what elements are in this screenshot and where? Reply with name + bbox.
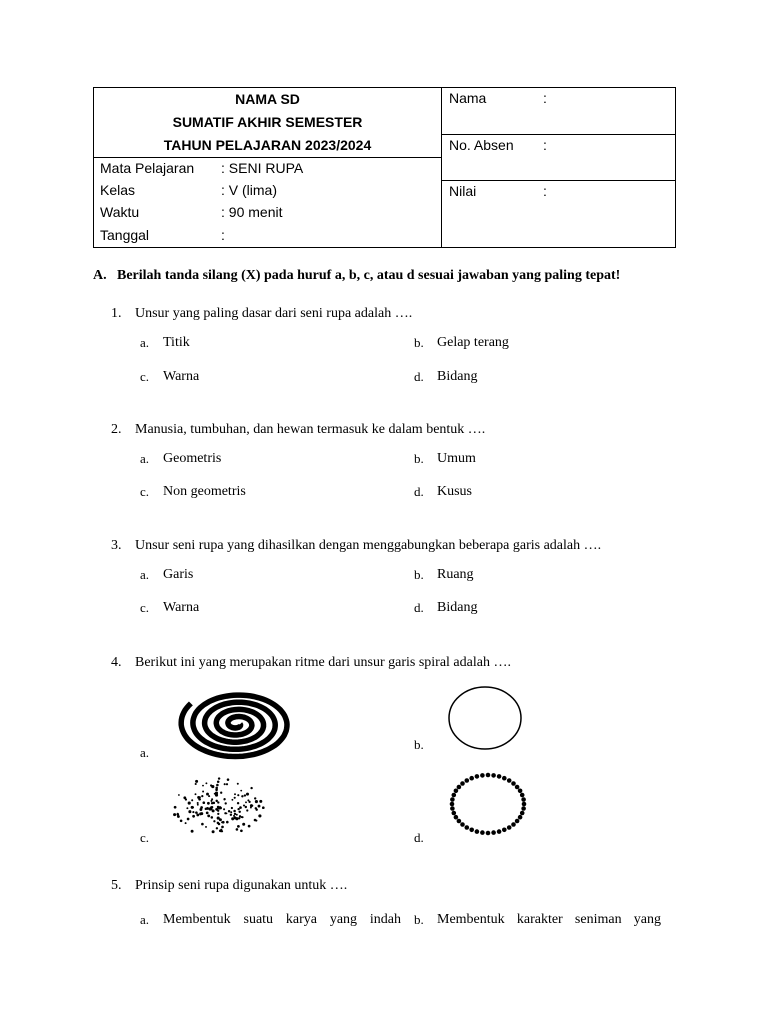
option-5a-text[interactable]: Membentuk suatu karya yang indah (163, 912, 401, 927)
dot (207, 814, 210, 817)
dot (205, 826, 207, 828)
ring-dot (486, 831, 491, 836)
ring-dot (460, 822, 465, 827)
dot (239, 806, 242, 809)
dot (195, 780, 198, 783)
dot (258, 814, 261, 817)
dot (237, 783, 239, 785)
ring-dot (454, 815, 459, 820)
dot (220, 792, 222, 794)
dot (185, 822, 187, 824)
ring-dot (511, 781, 516, 786)
dot (211, 785, 214, 788)
dot (217, 801, 219, 803)
dot (208, 795, 210, 797)
dot (211, 798, 213, 800)
dot (259, 800, 262, 803)
dot (236, 828, 239, 831)
dot (223, 798, 225, 800)
dot (211, 802, 213, 804)
dot (233, 815, 235, 817)
dot (240, 829, 243, 832)
dot (183, 796, 186, 799)
dot (215, 808, 217, 810)
dot (186, 807, 188, 809)
dot (202, 791, 204, 793)
ring-dot (502, 828, 507, 833)
dot (188, 802, 191, 805)
ring-dot (480, 773, 485, 778)
dot (197, 802, 199, 804)
dot (246, 809, 248, 811)
question-number: 1. (111, 306, 122, 321)
question-number: 5. (111, 878, 122, 893)
question-text: Berikut ini yang merupakan ritme dari unsur garis spiral adalah …. (135, 655, 511, 670)
ring-dot (452, 793, 457, 798)
dot (254, 797, 256, 799)
ring-dot (497, 829, 502, 834)
option-letter: c. (140, 830, 150, 845)
dot (195, 793, 197, 795)
option-text: Bidang (437, 369, 478, 384)
option-text: Kusus (437, 484, 473, 499)
dot (225, 802, 227, 804)
info-value: : V (lima) (221, 182, 277, 198)
info-label: Kelas (100, 182, 136, 198)
dot (247, 799, 249, 801)
dot (234, 797, 236, 799)
option-letter: b. (414, 451, 424, 466)
exam-name: SUMATIF AKHIR SEMESTER (172, 114, 363, 130)
dot (199, 796, 201, 798)
score-field[interactable] (442, 181, 675, 247)
dot (191, 806, 194, 809)
dot (227, 778, 230, 781)
option-5b-text[interactable]: Membentuk karakter seniman yang (437, 912, 661, 927)
ring-dot (454, 789, 459, 794)
dot (240, 790, 242, 792)
option-text: Warna (163, 369, 200, 384)
dot (231, 799, 233, 801)
dot (217, 822, 220, 825)
question-text: Unsur yang paling dasar dari seni rupa adalah …. (135, 306, 413, 321)
option-text: Garis (163, 567, 194, 582)
dot (248, 825, 251, 828)
dot (230, 814, 232, 816)
option-letter: b. (414, 335, 424, 350)
scattered-dots-image[interactable] (166, 773, 270, 841)
question-number: 2. (111, 422, 122, 437)
option-text: Geometris (163, 451, 222, 466)
dot (223, 808, 225, 810)
dot (244, 794, 246, 796)
dot (236, 814, 238, 816)
option-letter: a. (140, 335, 150, 350)
ring-dot (521, 797, 526, 802)
dot (198, 798, 201, 801)
ring-dot (457, 819, 462, 824)
option-letter: c. (140, 600, 150, 615)
option-text: Bidang (437, 600, 478, 615)
dot (187, 818, 190, 821)
dot (256, 809, 258, 811)
dot (215, 787, 218, 790)
dot (217, 810, 219, 812)
header-table (93, 87, 676, 248)
ring-dot (469, 776, 474, 781)
absence-number-field[interactable] (442, 135, 675, 181)
ring-dot (475, 774, 480, 779)
dot (192, 815, 195, 818)
dot (219, 819, 221, 821)
dot (231, 807, 233, 809)
option-letter: d. (414, 600, 424, 615)
exam-info-block (94, 158, 442, 248)
option-text: Ruang (437, 567, 474, 582)
score-label: Nilai (449, 183, 477, 199)
section-instruction (93, 268, 620, 284)
dot (255, 800, 258, 803)
dot (217, 813, 219, 815)
dot (206, 812, 209, 815)
dot (202, 785, 204, 787)
dot (226, 783, 228, 785)
dot (205, 808, 207, 810)
ring-dot (507, 825, 512, 830)
dot (250, 807, 252, 809)
option-letter: c. (140, 484, 150, 499)
option-letter: b. (414, 912, 424, 927)
dot (211, 816, 214, 819)
dot (195, 783, 197, 785)
option-letter: a. (140, 567, 150, 582)
option-text: Gelap terang (437, 335, 509, 350)
option-letter: a. (140, 451, 150, 466)
ring-dot (491, 773, 496, 778)
ring-dot (507, 778, 512, 783)
option-letter: d. (414, 369, 424, 384)
dot (196, 813, 199, 816)
dot (180, 820, 183, 823)
dot (228, 810, 230, 812)
dot (231, 817, 234, 820)
dot (199, 812, 202, 815)
dot (230, 811, 232, 813)
info-label: Mata Pelajaran (100, 160, 195, 176)
ring-dot (475, 829, 480, 834)
option-letter: a. (140, 912, 150, 927)
name-label: Nama (449, 90, 487, 106)
ring-dot (450, 802, 455, 807)
dot (173, 813, 176, 816)
question-text: Prinsip seni rupa digunakan untuk …. (135, 878, 348, 893)
dot (205, 782, 207, 784)
dot (251, 805, 253, 807)
option-letter: d. (414, 484, 424, 499)
dot (237, 794, 239, 796)
dot (216, 827, 218, 829)
dot (178, 794, 180, 796)
option-letter: b. (414, 737, 424, 752)
dot (219, 829, 222, 832)
dot (245, 806, 247, 808)
info-label: Tanggal (100, 227, 150, 243)
dot (262, 806, 265, 809)
absence-number-label: No. Absen (449, 137, 514, 153)
dot (213, 820, 215, 822)
dot (224, 812, 226, 814)
dot (224, 783, 226, 785)
ring-dot (457, 785, 462, 790)
dot (177, 815, 180, 818)
dot (195, 811, 198, 814)
option-text: Non geometris (163, 484, 246, 499)
dot (197, 804, 199, 806)
option-text: Titik (163, 335, 190, 350)
name-field[interactable] (442, 88, 675, 135)
dot (201, 823, 204, 826)
option-letter: a. (140, 745, 150, 760)
ring-dot (518, 789, 523, 794)
question-text: Unsur seni rupa yang dihasilkan dengan menggabungkan beberapa garis adalah …. (135, 538, 602, 553)
info-value: : SENI RUPA (221, 160, 304, 176)
dot (241, 795, 243, 797)
ring-dot (469, 828, 474, 833)
dot (226, 821, 229, 824)
academic-year: TAHUN PELAJARAN 2023/2024 (163, 137, 372, 153)
score-colon: : (543, 183, 547, 199)
ring-dot (515, 785, 520, 790)
dotted-circle-image[interactable] (446, 770, 530, 838)
ring-dot (511, 822, 516, 827)
dot (192, 811, 194, 813)
dot (237, 802, 239, 804)
name-colon: : (543, 90, 547, 106)
ring-dot (450, 806, 455, 811)
dot (234, 813, 236, 815)
dot (246, 793, 249, 796)
ring-dot (465, 825, 470, 830)
option-text: Umum (437, 451, 476, 466)
ring-dot (497, 774, 502, 779)
question-number: 3. (111, 538, 122, 553)
absence-number-colon: : (543, 137, 547, 153)
question-number: 4. (111, 655, 122, 670)
dot (255, 820, 257, 822)
school-name: NAMA SD (235, 91, 300, 107)
dot (221, 821, 223, 823)
ring-dot (502, 776, 507, 781)
dot (207, 802, 210, 805)
ring-dot (520, 793, 525, 798)
spiral-image[interactable] (175, 686, 299, 762)
dot (241, 816, 243, 818)
ring-dot (491, 830, 496, 835)
dot (234, 793, 236, 795)
option-letter: d. (414, 830, 424, 845)
ring-dot (450, 797, 455, 802)
dot (191, 830, 194, 833)
ring-dot (518, 815, 523, 820)
ring-dot (520, 811, 525, 816)
exam-title-block (94, 88, 442, 158)
dot (214, 793, 216, 795)
section-letter: A. (93, 268, 107, 283)
ring-dot (486, 773, 491, 778)
dot (250, 787, 252, 789)
info-value: : (221, 227, 225, 243)
instruction-text: Berilah tanda silang (X) pada huruf a, b, c, atau d sesuai jawaban yang paling tepat! (117, 268, 621, 283)
dot (243, 804, 245, 806)
option-letter: b. (414, 567, 424, 582)
ring-dot (460, 781, 465, 786)
dot (188, 810, 191, 813)
dot (217, 817, 220, 820)
info-value: : 90 menit (221, 204, 283, 220)
ring-dot (515, 819, 520, 824)
dot (201, 795, 203, 797)
circle-outline-image[interactable] (444, 684, 526, 752)
ring-dot (522, 802, 527, 807)
dot (191, 799, 193, 801)
info-label: Waktu (100, 204, 140, 220)
dot (217, 780, 220, 783)
ring-dot (452, 811, 457, 816)
dot (209, 807, 212, 810)
dot (199, 808, 202, 811)
ring-dot (480, 830, 485, 835)
ring-dot (521, 806, 526, 811)
dot (218, 777, 220, 779)
dot (219, 806, 221, 808)
dot (202, 801, 205, 804)
dot (237, 825, 240, 828)
dot (212, 830, 215, 833)
dot (245, 801, 247, 803)
dot (206, 793, 209, 796)
option-letter: c. (140, 369, 150, 384)
dot (238, 811, 240, 813)
dot (177, 813, 179, 815)
option-text: Warna (163, 600, 200, 615)
dot (242, 823, 245, 826)
question-text: Manusia, tumbuhan, dan hewan termasuk ke dalam bentuk …. (135, 422, 486, 437)
ring-dot (465, 778, 470, 783)
dot (221, 826, 224, 829)
dot (216, 784, 219, 787)
dot (174, 806, 177, 809)
dot (233, 810, 236, 813)
dot (258, 805, 261, 808)
